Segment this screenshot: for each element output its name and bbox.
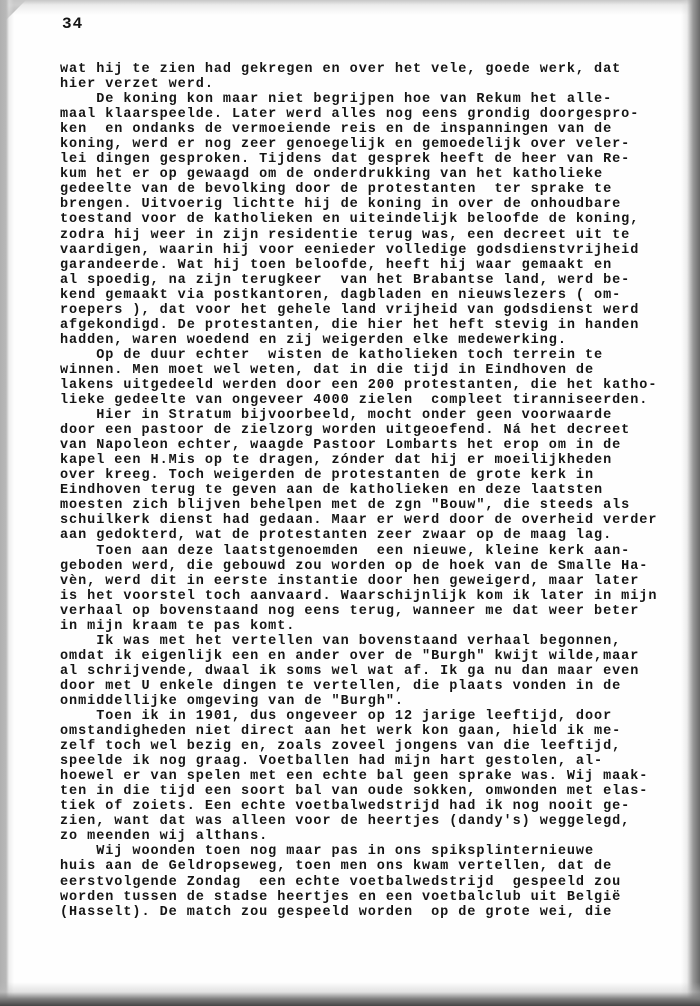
- text-line: onmiddellijke omgeving van de "Burgh".: [60, 693, 404, 709]
- text-line: koning, werd er nog zeer genoegelijk en gemoedelijk over veler-: [60, 137, 631, 153]
- scan-shadow-top: [0, 0, 700, 15]
- text-line: hoewel er van spelen met een echte bal geen sprake was. Wij maak-: [60, 769, 649, 785]
- text-line: Toen ik in 1901, dus ongeveer op 12 jarige leeftijd, door: [60, 709, 613, 725]
- text-line: omstandigheden niet direct aan het werk kon gaan, hield ik me-: [60, 724, 622, 740]
- text-line: afgekondigd. De protestanten, die hier het heft stevig in handen: [60, 317, 640, 333]
- text-line: tiek of zoiets. Een echte voetbalwedstrijd had ik nog nooit ge-: [60, 799, 631, 815]
- text-line: geboden werd, die gebouwd zou worden op de hoek van de Smalle Ha-: [60, 558, 649, 574]
- text-line: kum het er op gewaagd om de onderdrukking van het katholieke: [60, 167, 604, 183]
- text-line: Ik was met het vertellen van bovenstaand verhaal begonnen,: [60, 633, 622, 649]
- text-line: zien, want dat was alleen voor de heertjes (dandy's) weggelegd,: [60, 814, 631, 830]
- scan-shadow-bottom: [0, 982, 700, 1006]
- text-line: over kreeg. Toch weigerden de protestanten de grote kerk in: [60, 468, 595, 484]
- scan-shadow-right: [681, 0, 700, 1006]
- text-line: kend gemaakt via postkantoren, dagbladen en nieuwslezers ( om-: [60, 287, 622, 303]
- text-line: (Hasselt). De match zou gespeeld worden op de grote wei, die: [60, 904, 613, 920]
- text-line: schuilkerk dienst had gedaan. Maar er werd door de overheid verder: [60, 513, 658, 529]
- body-text: [60, 62, 670, 920]
- text-line: ten in die tijd een soort bal van oude sokken, omwonden met elas-: [60, 784, 649, 800]
- text-line: ken en ondanks de vermoeiende reis en de inspanningen van de: [60, 122, 613, 138]
- text-line: lakens uitgedeeld werden door een 200 protestanten, die het katho-: [60, 377, 658, 393]
- text-line: is het voorstel toch aanvaard. Waarschijnlijk kom ik later in mijn: [60, 588, 658, 604]
- page-number: 34: [62, 15, 84, 33]
- text-line: Eindhoven terug te geven aan de katholieken en deze laatsten: [60, 483, 604, 499]
- text-line: De koning kon maar niet begrijpen hoe van Rekum het alle-: [60, 92, 613, 108]
- text-line: speelde ik nog graag. Voetballen had mijn hart gestolen, al-: [60, 754, 604, 770]
- text-line: Hier in Stratum bijvoorbeeld, mocht onder geen voorwaarde: [60, 408, 613, 424]
- text-line: winnen. Men moet wel weten, dat in die tijd in Eindhoven de: [60, 362, 595, 378]
- text-line: wat hij te zien had gekregen en over het vele, goede werk, dat: [60, 62, 622, 77]
- text-line: zo meenden wij althans.: [60, 829, 269, 845]
- text-line: Wij woonden toen nog maar pas in ons spiksplinternieuwe: [60, 844, 595, 860]
- text-line: zodra hij weer in zijn residentie terug was, een decreet uit te: [60, 227, 631, 243]
- text-line: zelf toch wel bezig en, zoals zoveel jongens van die leeftijd,: [60, 739, 622, 755]
- text-line: brengen. Uitvoerig lichtte hij de koning in over de onhoudbare: [60, 197, 622, 213]
- text-line: door met U enkele dingen te vertellen, die plaats vonden in de: [60, 678, 622, 694]
- text-line: van Napoleon echter, waagde Pastoor Lombarts het erop om in de: [60, 438, 622, 454]
- text-line: kapel een H.Mis op te dragen, zónder dat hij er moeilijkheden: [60, 453, 613, 469]
- text-line: al spoedig, na zijn terugkeer van het Brabantse land, werd be-: [60, 272, 631, 288]
- scan-corner-top-left: [0, 0, 26, 26]
- text-line: aan gedokterd, wat de protestanten zeer zwaar op de maag lag.: [60, 528, 613, 544]
- text-line: moesten zich blijven behelpen met de zgn "Bouw", die steeds als: [60, 498, 631, 514]
- text-line: huis aan de Geldropseweg, toen men ons kwam vertellen, dat de: [60, 859, 613, 875]
- text-line: worden tussen de stadse heertjes en een voetbalclub uit België: [60, 889, 622, 905]
- text-line: roepers ), dat voor het gehele land vrijheid van godsdienst werd: [60, 302, 640, 318]
- text-line: Op de duur echter wisten de katholieken toch terrein te: [60, 347, 604, 363]
- text-line: hier verzet werd.: [60, 77, 214, 93]
- text-line: vaardigen, waarin hij voor eenieder volledige godsdienstvrijheid: [60, 242, 640, 258]
- text-line: hadden, waren woedend en zij weigerden elke medewerking.: [60, 332, 567, 348]
- text-line: toestand voor de katholieken en uiteindelijk beloofde de koning,: [60, 212, 640, 228]
- text-line: omdat ik eigenlijk een en ander over de "Burgh" kwijt wilde,maar: [60, 648, 640, 664]
- text-line: gedeelte van de bevolking door de protestanten ter sprake te: [60, 182, 613, 198]
- text-line: verhaal op bovenstaand nog eens terug, wanneer me dat weer beter: [60, 603, 640, 619]
- text-line: door een pastoor de zielzorg worden uitgeoefend. Ná het decreet: [60, 423, 631, 439]
- text-line: Toen aan deze laatstgenoemden een nieuwe, kleine kerk aan-: [60, 543, 631, 559]
- text-line: eerstvolgende Zondag een echte voetbalwedstrijd gespeeld zou: [60, 874, 622, 890]
- text-line: vèn, werd dit in eerste instantie door hen geweigerd, maar later: [60, 573, 640, 589]
- text-line: maal klaarspeelde. Later werd alles nog eens grondig doorgespro-: [60, 107, 640, 123]
- text-line: garandeerde. Wat hij toen beloofde, heeft hij waar gemaakt en: [60, 257, 613, 273]
- text-line: lei dingen gesproken. Tijdens dat gesprek heeft de heer van Re-: [60, 152, 631, 168]
- text-line: al schrijvende, dwaal ik soms wel wat af. Ik ga nu dan maar even: [60, 663, 640, 679]
- text-line: in mijn kraam te pas komt.: [60, 618, 296, 634]
- text-line: lieke gedeelte van ongeveer 4000 zielen compleet tiranniseerden.: [60, 393, 649, 409]
- scan-shadow-left: [0, 0, 14, 1006]
